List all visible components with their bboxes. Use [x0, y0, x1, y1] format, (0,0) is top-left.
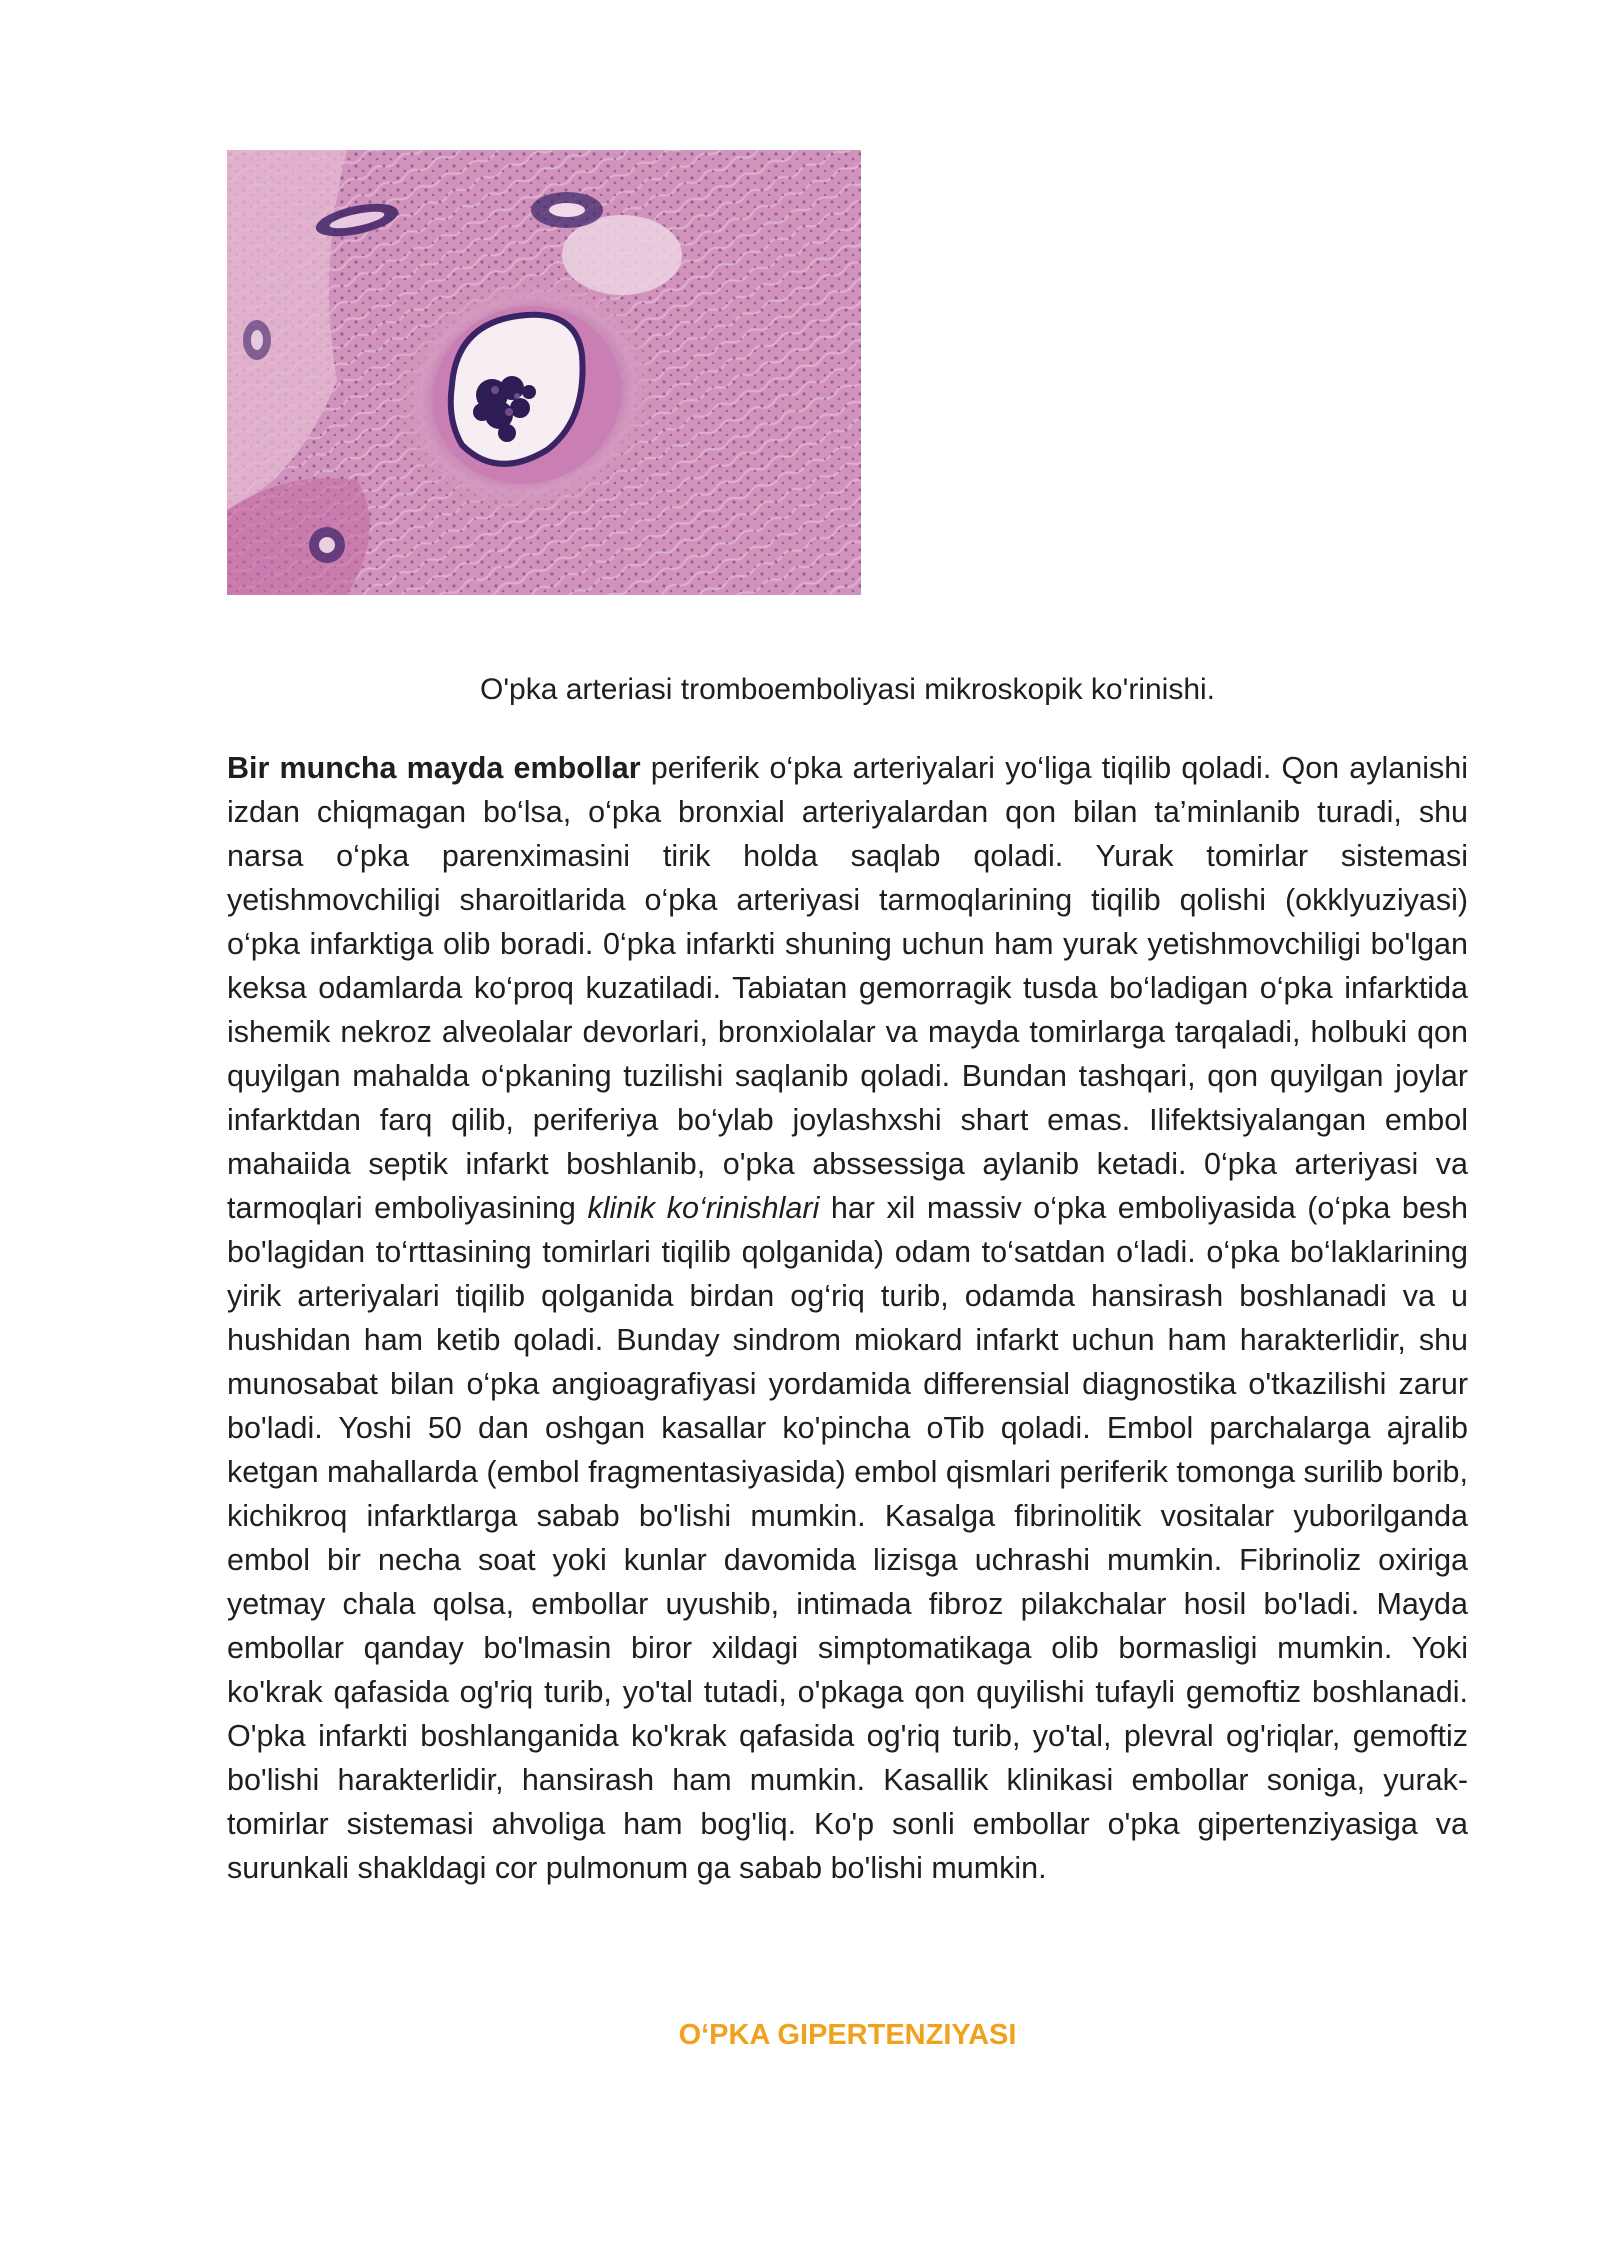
figure-caption: O'pka arteriasi tromboemboliyasi mikroskopik ko'rinishi. — [479, 673, 1216, 706]
body-paragraph — [227, 746, 1468, 1890]
histology-micrograph-image — [227, 150, 861, 595]
paragraph-text-1: periferik o‘pka arteriyalari yo‘liga tiqilib qoladi. Qon aylanishi izdan chiqmagan bo‘lsa, o‘pka bronxial arteriyalardan qon bilan ta’minlanib turadi, shu narsa o‘pka parenximasini tirik holda saqlab qoladi. Yurak tomirlar sistemasi yetishmovchiligi sharoitlarida o‘pka arteriyasi tarmoqlarining tiqilib qolishi (okklyuziyasi) o‘pka infarktiga olib boradi. 0‘pka infarkti shuning uchun ham yurak yetishmovchiligi bo'lgan keksa odamlarda ko‘proq kuzatiladi. Tabiatan gemorragik tusda bo‘ladigan o‘pka infarktida ishemik nekroz alveolalar devorlari, bronxiolalar va mayda tomirlarga tarqaladi, holbuki qon quyilgan mahalda o‘pkaning tuzilishi saqlanib qoladi. Bundan tashqari, qon quyilgan joylar infarktdan farq qilib, periferiya bo‘ylab joylashxshi shart emas. Ilifektsiyalangan embol mahaiida septik infarkt boshlanib, o'pka abssessiga aylanib ketadi. 0‘pka arteriyasi va tarmoqlari emboliyasining — [227, 751, 1468, 1225]
histology-micrograph — [227, 150, 861, 595]
paragraph-text-2: har xil massiv o‘pka emboliyasida (o‘pka besh bo'lagidan to‘rttasining tomirlari tiqilib qolganida) odam to‘satdan o‘ladi. o‘pka bo‘laklarining yirik arteriyalari tiqilib qolganida birdan og‘riq turib, odamda hansirash boshlanadi va u hushidan ham ketib qoladi. Bunday sindrom miokard infarkt uchun ham harakterlidir, shu munosabat bilan o‘pka angioagrafiyasi yordamida differensial diagnostika o'tkazilishi zarur bo'ladi. Yoshi 50 dan oshgan kasallar ko'pincha oTib qoladi. Embol parchalarga ajralib ketgan mahallarda (embol fragmentasiyasida) embol qismlari periferik tomonga surilib borib, kichikroq infarktlarga sabab bo'lishi mumkin. Kasalga fibrinolitik vositalar yuborilganda embol bir necha soat yoki kunlar davomida lizisga uchrashi mumkin. Fibrinoliz oxiriga yetmay chala qolsa, embollar uyushib, intimada fibroz pilakchalar hosil bo'ladi. Mayda embollar qanday bo'lmasin biror xildagi simptomatikaga olib bormasligi mumkin. Yoki ko'krak qafasida og'riq turib, yo'tal tutadi, o'pkaga qon quyilishi tufayli gemoftiz boshlanadi. O'pka infarkti boshlanganida ko'krak qafasida og'riq turib, yo'tal, plevral og'riqlar, gemoftiz bo'lishi harakterlidir, hansirash ham mumkin. Kasallik klinikasi embollar soniga, yurak-tomirlar sistemasi ahvoliga ham bog'liq. Ko'p sonli embollar o'pka gipertenziyasiga va surunkali shakldagi cor pulmonum ga sabab bo'lishi mumkin. — [227, 1191, 1469, 1885]
section-heading: O‘PKA GIPERTENZIYASI — [678, 2019, 1017, 2051]
italic-term: klinik ko‘rinishlari — [587, 1191, 820, 1225]
bold-lead: Bir muncha mayda embollar — [227, 751, 641, 785]
